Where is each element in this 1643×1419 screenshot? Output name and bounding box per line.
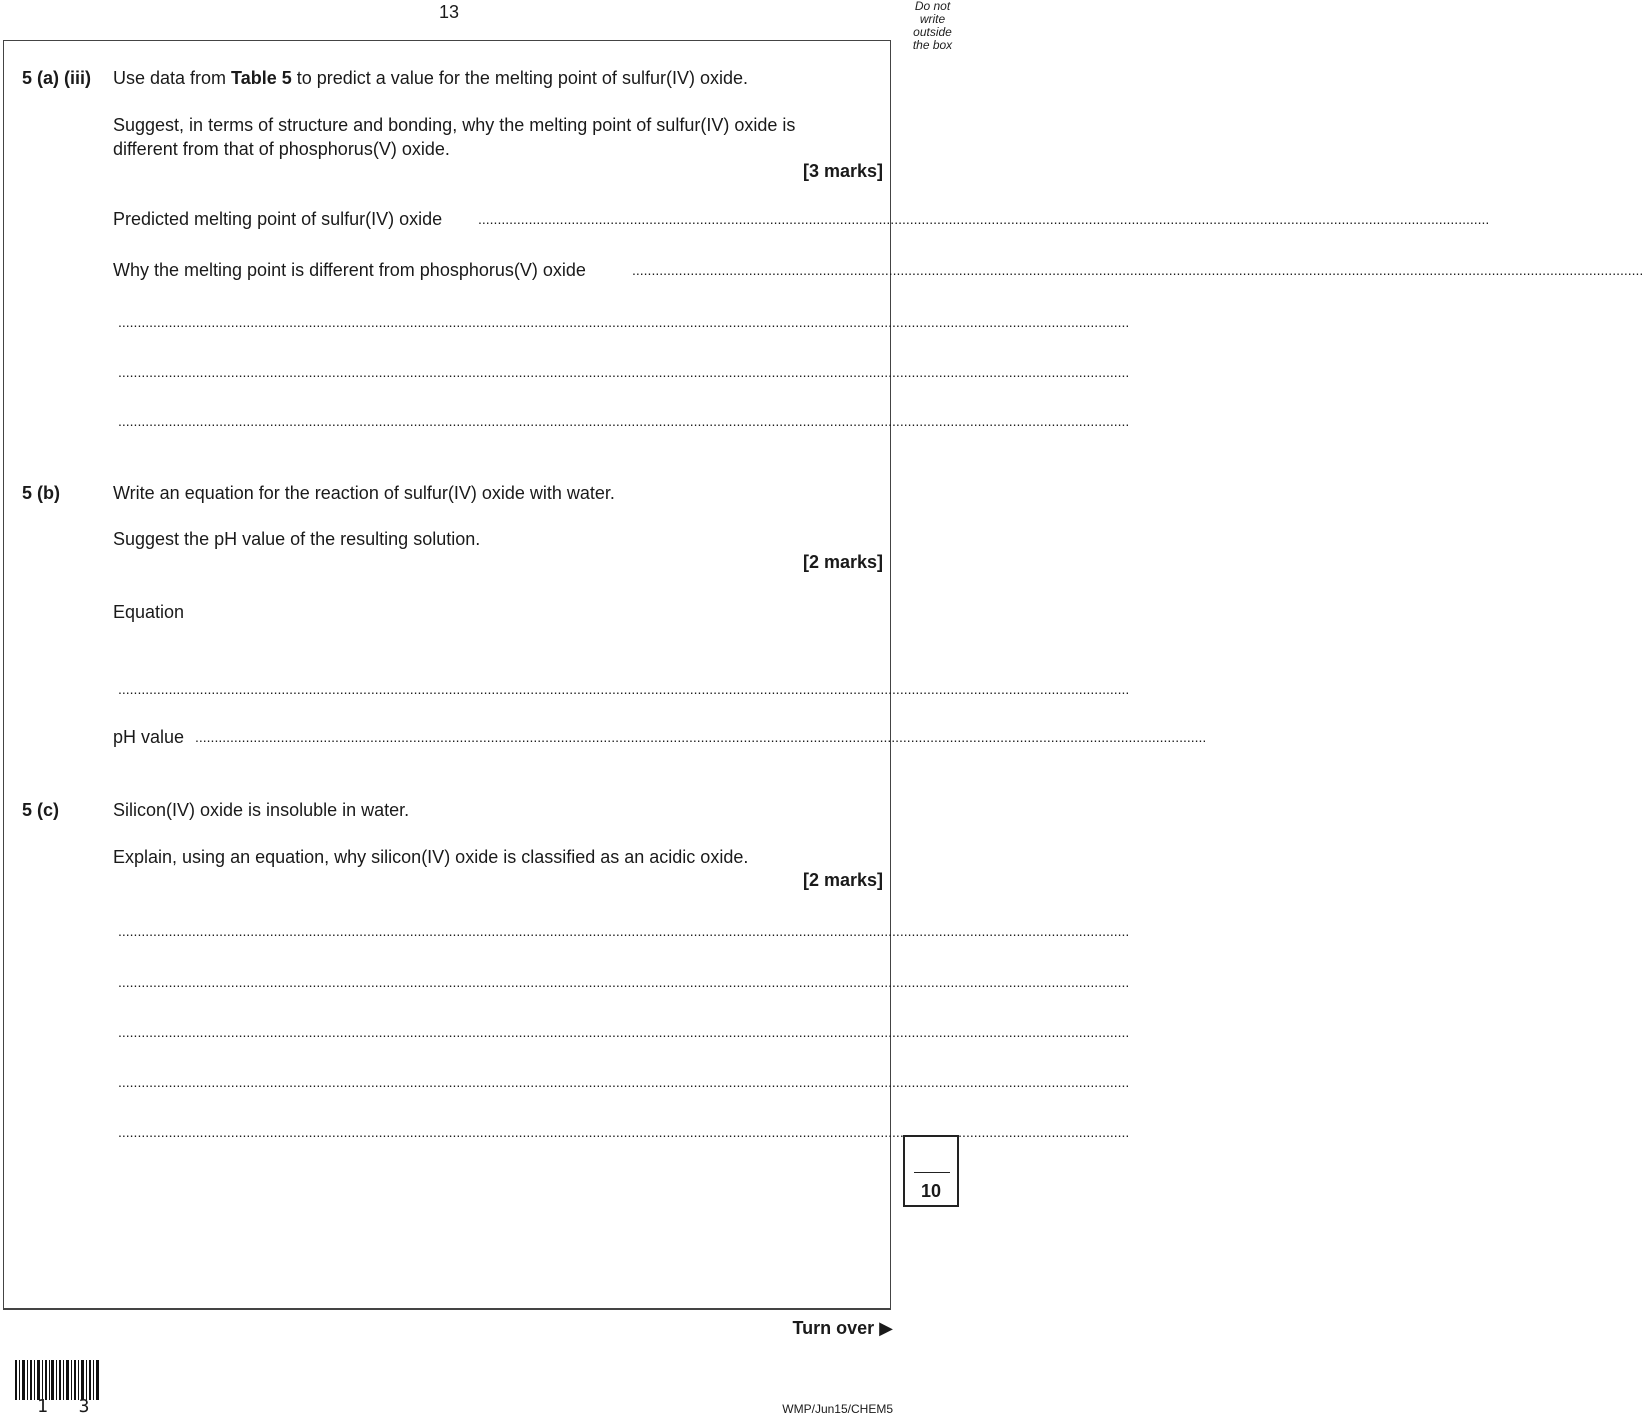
margin-note: Do not write outside the box [912,0,953,52]
prompt-equation: Equation [113,602,185,622]
answer-line-ph[interactable]: .................................................................................................................................................................................................................................................................... [195,729,1207,745]
answer-line-equation[interactable]: .................................................................................................................................................................................................................................................................... [118,681,1130,697]
question-5a-line3: different from that of phosphorus(V) oxide. [113,139,450,159]
score-line [914,1172,950,1173]
answer-line-5a-2[interactable]: .................................................................................................................................................................................................................................................................... [118,364,1130,380]
question-5c-line2: Explain, using an equation, why silicon(IV) oxide is classified as an acidic oxide. [113,847,749,867]
marks-5c: [2 marks] [802,870,883,890]
prompt-why-different: Why the melting point is different from phosphorus(V) oxide [113,260,586,280]
barcode [15,1360,100,1400]
answer-line-5c-1[interactable]: .................................................................................................................................................................................................................................................................... [118,923,1130,939]
answer-line-5c-4[interactable]: .................................................................................................................................................................................................................................................................... [118,1074,1130,1090]
turn-over-label: Turn over ▶ [792,1318,893,1338]
question-5b-line1: Write an equation for the reaction of sulfur(IV) oxide with water. [113,483,615,503]
score-box [903,1135,959,1207]
answer-line-5c-3[interactable]: .................................................................................................................................................................................................................................................................... [118,1024,1130,1040]
question-label-5b: 5 (b) [22,483,60,503]
answer-line-5a-3[interactable]: .................................................................................................................................................................................................................................................................... [118,413,1130,429]
footer-code: WMP/Jun15/CHEM5 [782,1402,893,1416]
question-label-5c: 5 (c) [22,800,60,820]
question-5a-line2: Suggest, in terms of structure and bonding, why the melting point of sulfur(IV) oxide is [113,115,796,135]
answer-line-5c-2[interactable]: .................................................................................................................................................................................................................................................................... [118,974,1130,990]
barcode-number: 1 3 [37,1396,100,1417]
prompt-ph-value: pH value [113,727,185,747]
answer-line-5c-5[interactable]: .................................................................................................................................................................................................................................................................... [118,1124,1130,1140]
page-number: 13 [438,2,460,22]
answer-line-5a-1[interactable]: .................................................................................................................................................................................................................................................................... [118,314,1130,330]
marks-5b: [2 marks] [802,552,883,572]
answer-line-why[interactable]: .................................................................................................................................................................................................................................................................... [632,262,1643,278]
prompt-predicted-melting-point: Predicted melting point of sulfur(IV) oxide [113,209,443,229]
question-label-5a: 5 (a) (iii) [22,68,92,88]
question-5c-line1: Silicon(IV) oxide is insoluble in water. [113,800,410,820]
marks-5a: [3 marks] [802,161,883,181]
question-5a-line1: Use data from Table 5 to predict a value for the melting point of sulfur(IV) oxide. [113,68,748,88]
question-5b-line2: Suggest the pH value of the resulting solution. [113,529,481,549]
answer-line-predicted[interactable]: .................................................................................................................................................................................................................................................................... [478,211,1490,227]
score-total: 10 [920,1181,942,1201]
